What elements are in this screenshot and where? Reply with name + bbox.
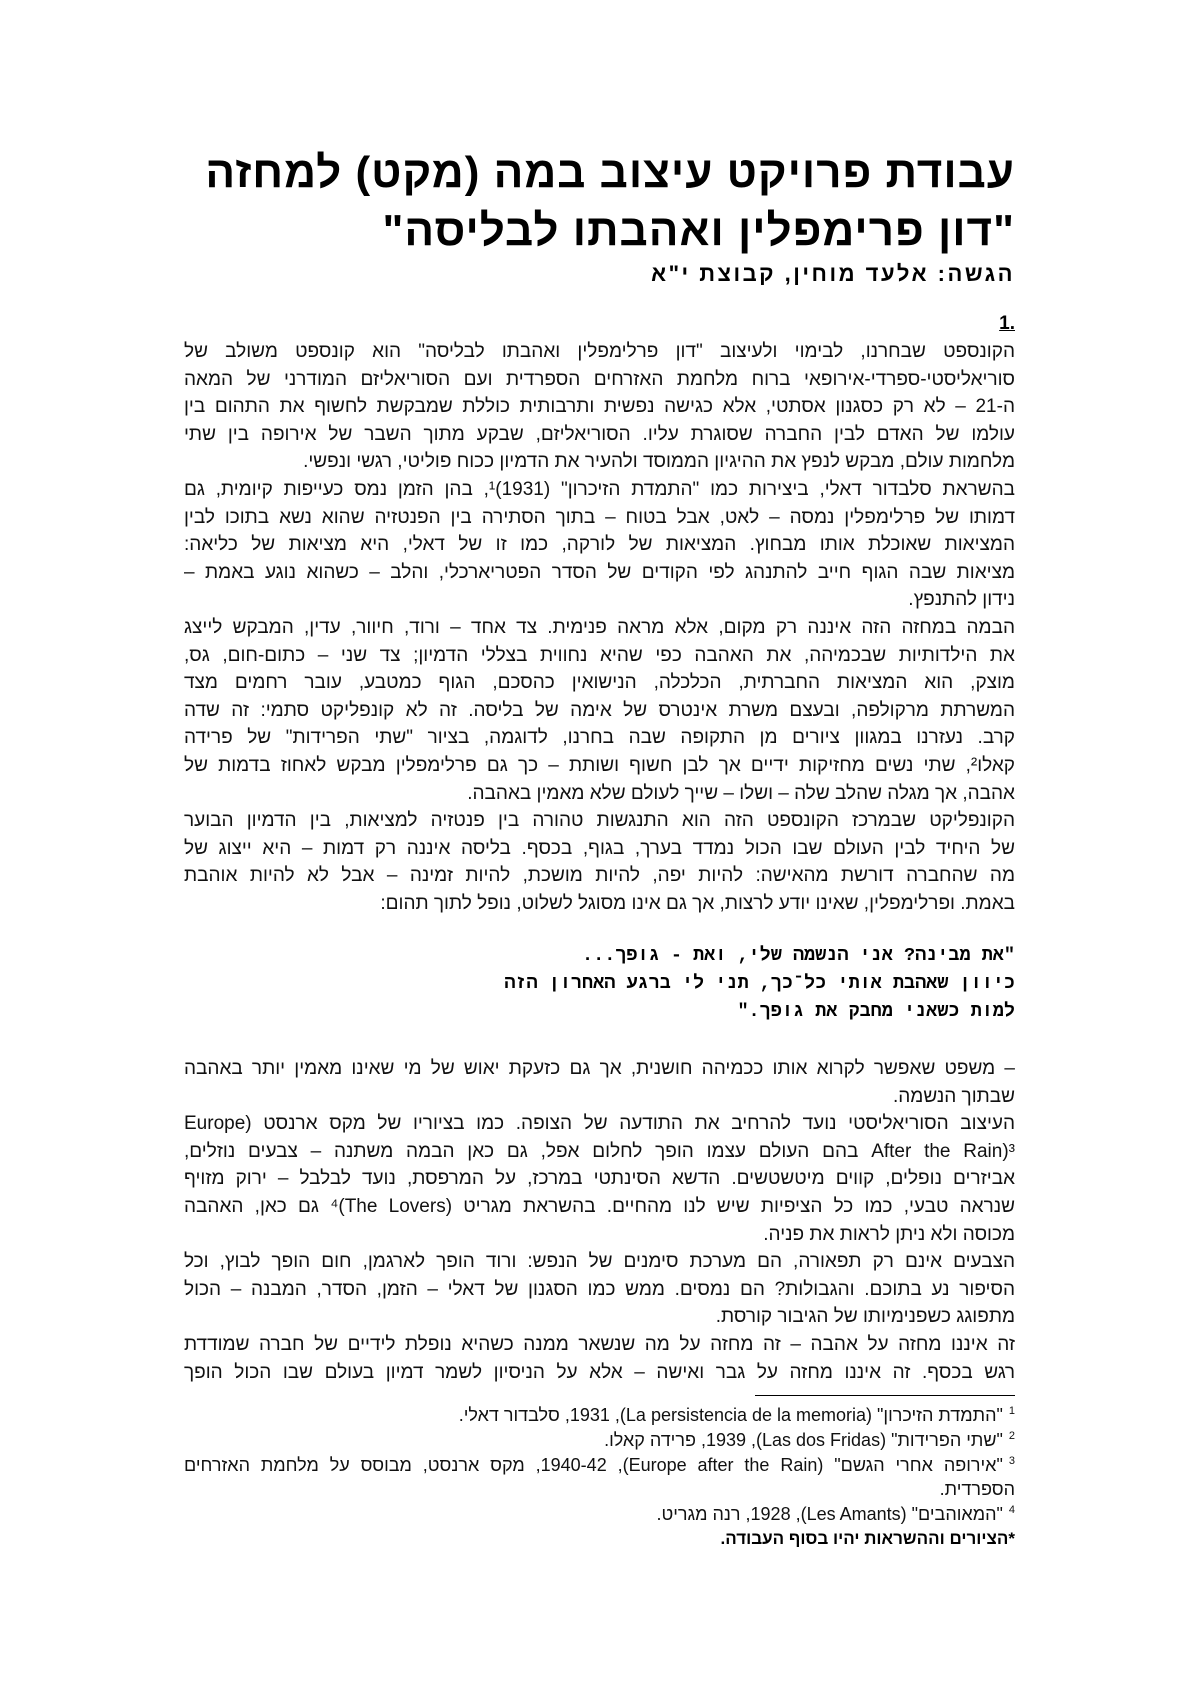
footnote-text: "אירופה אחרי הגשם" (Europe after the Rain), 1940-42, מקס ארנסט, מבוסס על מלחמת האזרחים הספרדית.: [184, 1454, 1015, 1500]
paragraph-line: בהשראת סלבדור דאלי, ביצירות כמו "התמדת הזיכרון" (1931)¹, בהן הזמן נמס כעייפות קיומית, גם: [184, 478, 1015, 500]
paragraph: [184, 1248, 1015, 1331]
paragraph-line: אהבה, אך מגלה שהלב שלה – ושלו – שייך לעולם שלא מאמין באהבה.: [467, 782, 1015, 804]
paragraph-line: הקונספט שבחרנו, לבימוי ולעיצוב "דון פרלימפלין ואהבתו לבליסה" הוא קונספט משולב של: [184, 341, 1015, 362]
paragraph-line: זה איננו מחזה על אהבה – זה מחזה על מה שנשאר ממנה כשהיא נופלת לידיים של חברה שמודדת: [184, 1333, 1015, 1355]
footnote-text: "המאוהבים" (Les Amants), 1928, רנה מגריט.: [656, 1504, 1003, 1525]
paragraph: [184, 338, 1015, 476]
footnote-list: [184, 1403, 1015, 1527]
paragraph-line: עולמו של האדם לבין החברה שסוגרת עליו. הסוריאליזם, שבקע מתוך השבר של אירופה בין שתי: [184, 423, 1015, 445]
paragraph-line: After the Rain)³ בהם העולם עצמו הופך לחלום אפל, גם כאן הבמה משתנה – צבעים נוזלים,: [184, 1140, 1015, 1162]
paragraph-line: שנראה טבעי, כמו כל הציפיות שיש לנו מהחיים. בהשראת מגריט (The Lovers)⁴ גם כאן, האהבה: [184, 1195, 1015, 1217]
paragraph: [184, 1110, 1015, 1248]
paragraph-line: קאלו², שתי נשים מחזיקות ידיים אך לבן חשוף ושותת – כך גם פרלימפלין מבקש לאחוז בדמות של: [184, 754, 1015, 776]
paragraph-line: מתפוגג כשפנימיותו של הגיבור קורסת.: [715, 1306, 1015, 1328]
paragraph: [184, 807, 1015, 917]
submission-info: הגשה: אלעד מוחין, קבוצת י"א: [651, 261, 1015, 286]
paragraph-line: – משפט שאפשר לקרוא אותו ככמיהה חושנית, אך גם כזעקת יאוש של מי שאינו מאמין יותר באהבה: [184, 1058, 1015, 1079]
paragraph-line: העיצוב הסוריאליסטי נועד להרחיב את התודעה של הצופה. כמו בציוריו של מקס ארנסט (Europe: [184, 1113, 1015, 1135]
paragraph-line: באמת. ופרלימפלין, שאינו יודע לרצות, אך גם אינו מסוגל לשלוט, נופל לתוך תהום:: [380, 892, 1015, 914]
paragraph-line: אביזרים נופלים, קווים מיטשטשים. הדשא הסינתטי במרכז, על המרפסת, נועד לבלבל – ירוק מזויף: [184, 1168, 1015, 1190]
footnote-number: 1: [1008, 1405, 1015, 1417]
paragraph: [184, 1055, 1015, 1110]
body-text-after-quote: [184, 1055, 1015, 1386]
paragraph-line: דמותו של פרלימפלין נמסה – לאט, אבל בטוח – בתוך הסתירה בין הפנטזיה שהוא נשא בתוכו לבין: [184, 506, 1015, 528]
quote-line: למות כשאני מחבק את גופך.": [737, 1001, 1015, 1022]
quote-block: [184, 942, 1015, 1026]
paragraph: [184, 476, 1015, 614]
paragraph-line: מציאות שבה הגוף חייב להתנהג לפי הקודים של הסדר הפטריארכלי, והלב – כשהוא נוגע באמת –: [184, 561, 1015, 583]
paragraph-line: נידון להתנפץ.: [908, 589, 1015, 611]
section-number: [184, 310, 1015, 338]
quote-line: כיוון שאהבת אותי כל־כך, תני לי ברגע האחרון הזה: [504, 973, 1015, 994]
footnote-item: [184, 1403, 1015, 1428]
page-title-line: עבודת פרויקט עיצוב במה (מקט) למחזה: [205, 148, 1015, 197]
paragraph: [184, 1331, 1015, 1386]
section-number-label: 1.: [999, 313, 1015, 334]
paragraph-line: המציאות שאוכלת אותו מבחוץ. המציאות של לורקה, כמו זו של דאלי, היא מציאות של כליאה:: [184, 534, 1015, 556]
footnote-text: "שתי הפרידות" (Las dos Fridas), 1939, פרידה קאלו.: [604, 1429, 1003, 1450]
footnote-number: 4: [1008, 1504, 1015, 1517]
paragraph-line: הקונפליקט שבמרכז הקונספט הזה הוא התנגשות טהורה בין פנטזיה למציאות, בין הדמיון הבוער: [184, 810, 1015, 832]
quote-line: "את מבינה? אני הנשמה שלי, ואת - גופך...: [582, 945, 1015, 966]
footnote-separator: [755, 1395, 1015, 1396]
paragraph-line: מוצק, הוא המציאות החברתית, הכלכלה, הנישואין כהסכם, הגוף כמטבע, עובר רחמים מצד: [184, 672, 1015, 694]
footnote-item: [184, 1502, 1015, 1527]
paragraph-line: קרב. נעזרנו במגוון ציורים מן התקופה שבה בחרנו, לדוגמה, בציור "שתי הפרידות" של פרידה: [184, 727, 1015, 749]
footnote-note: *הציורים וההשראות יהיו בסוף העבודה.: [720, 1528, 1015, 1548]
paragraph-line: הבמה במחזה הזה איננה רק מקום, אלא מראה פנימית. צד אחד – ורוד, חיוור, עדין, המבקש לייצג: [184, 616, 1015, 638]
paragraph-line: מה שהחברה דורשת מהאישה: להיות יפה, להיות מושכת, להיות זמינה – אבל לא להיות אוהבת: [184, 865, 1015, 887]
footnote-item: [184, 1453, 1015, 1503]
title-block: [184, 144, 1015, 288]
paragraph-line: הצבעים אינם רק תפאורה, הם מערכת סימנים של הנפש: ורוד הופך לארגמן, חום הופך לבוץ, וכל: [184, 1251, 1015, 1273]
page-title-line: "דון פרימפלין ואהבתו לבליסה": [382, 206, 1015, 255]
footnote-text: "התמדת הזיכרון" (La persistencia de la memoria), 1931, סלבדור דאלי.: [458, 1405, 1003, 1425]
footnote-number: 3: [1008, 1454, 1015, 1467]
paragraph-line: את הילדותיות שבכמיהה, את האהבה כפי שהיא נחווית בצללי הדמיון; צד שני – כתום-חום, גס,: [184, 644, 1015, 666]
paragraph-line: רגש בכסף. זה איננו מחזה על גבר ואישה – אלא על הניסיון לשמר דמיון בעולם שבו הכול הופך: [184, 1361, 1015, 1383]
footnote-item: [184, 1428, 1015, 1453]
footnotes: [184, 1403, 1015, 1552]
paragraph-line: הסיפור נע בתוכם. והגבולות? הם נמסים. ממש כמו הסגנון של דאלי – הזמן, הסדר, המבנה – הכול: [184, 1278, 1015, 1300]
paragraph-line: של היחיד לבין העולם שבו הכול נמדד בערך, בגוף, בכסף. בליסה איננה רק דמות – היא ייצוג של: [184, 837, 1015, 859]
paragraph-line: המשרתת מרקולפה, ובעצם משרת אינטרס של אימה של בליסה. זה לא קונפליקט סתמי: זה שדה: [184, 699, 1015, 721]
paragraph-line: ה-21 – לא רק כסגנון אסתטי, אלא כגישה נפשית ותרבותית כוללת שמבקשת לחשוף את התהום בין: [184, 396, 1015, 418]
footnote-number: 2: [1008, 1429, 1015, 1442]
paragraph-line: מלחמות עולם, מבקש לנפץ את ההיגיון הממוסד ולהעיר את הדמיון ככוח פוליטי, רגשי ונפשי.: [303, 451, 1015, 473]
paragraph-line: מכוסה ולא ניתן לראות את פניה.: [763, 1223, 1015, 1245]
paragraph: [184, 614, 1015, 807]
paragraph-line: סוריאליסטי-ספרדי-אירופאי ברוח מלחמת האזרחים הספרדית ועם הסוריאליזם המודרני של המאה: [184, 368, 1015, 390]
paragraph-line: שבתוך הנשמה.: [892, 1085, 1015, 1107]
body-text-before-quote: [184, 338, 1015, 917]
